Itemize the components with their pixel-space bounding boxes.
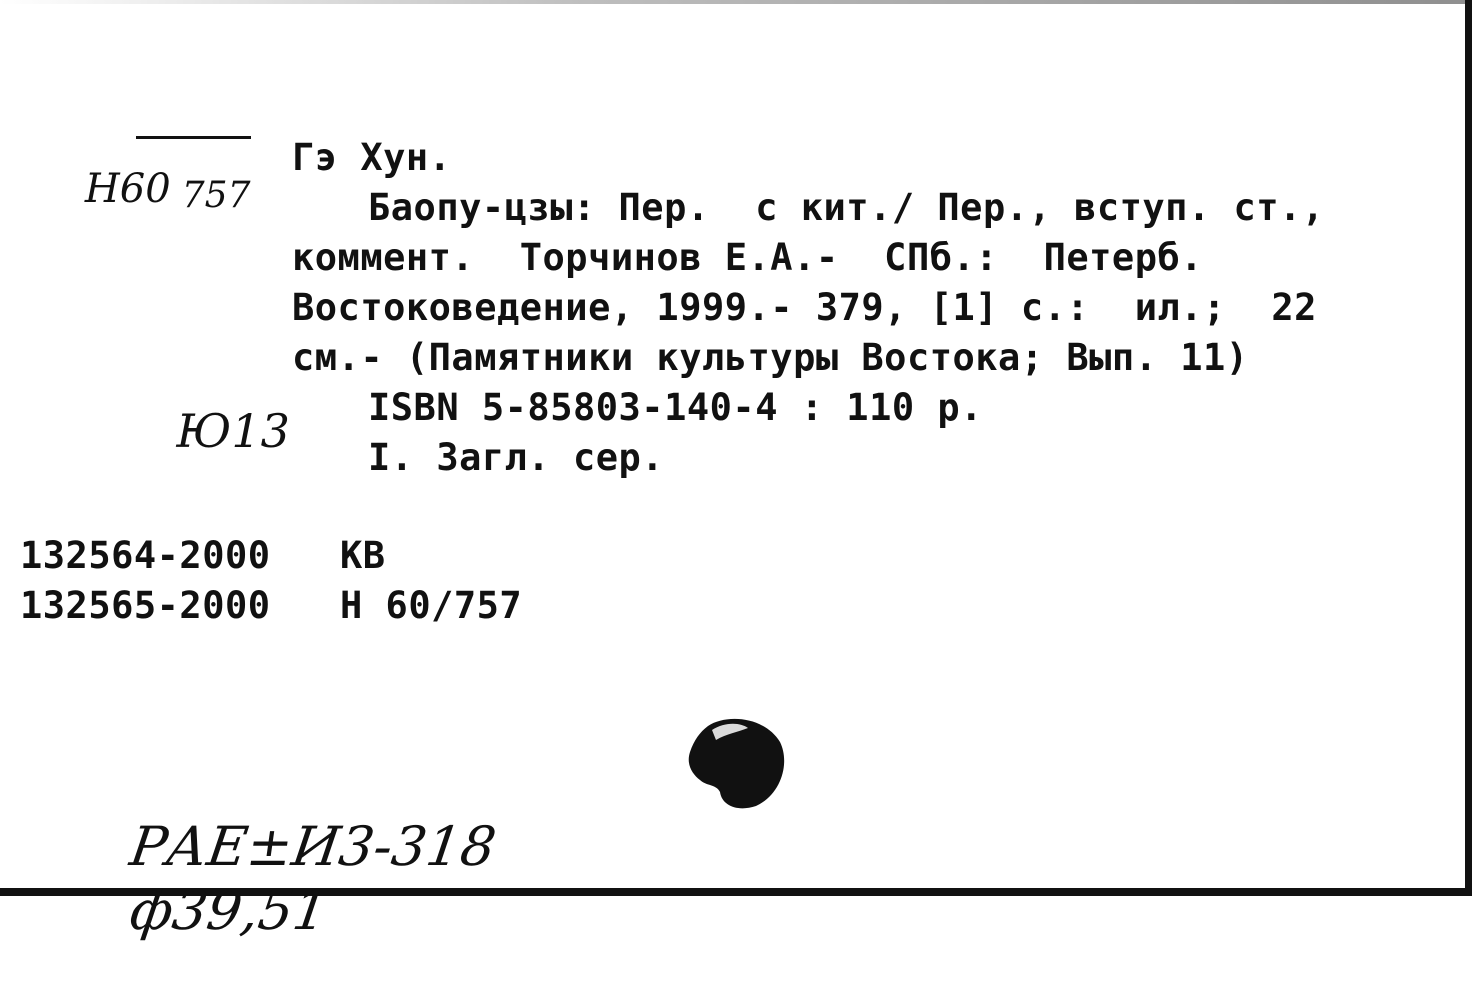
- shelfmark-prefix: Н60: [84, 166, 171, 212]
- description-line-4: см.- (Памятники культуры Востока; Вып. 11): [292, 336, 1249, 379]
- shelfmark-number: 757: [181, 175, 251, 216]
- description-line-2: коммент. Торчинов Е.А.- СПб.: Петерб.: [292, 236, 1204, 279]
- isbn-line: ISBN 5-85803-140-4 : 110 р.: [368, 386, 983, 429]
- inventory-number-1: 132564-2000: [20, 534, 271, 577]
- description-line-1: Баопу-цзы: Пер. с кит./ Пер., вступ. ст.,: [368, 186, 1325, 229]
- classification-code-line-2: [49, 816, 341, 1005]
- inventory-location-2: Н 60/757: [340, 584, 523, 627]
- classification-code-1: РАЕ±И3-318: [126, 815, 500, 878]
- series-heading-line: I. Загл. сер.: [368, 436, 665, 479]
- shelfmark-number-handwritten: [136, 136, 251, 253]
- card-right-edge: [1465, 0, 1472, 896]
- classification-code-2: ф39,51: [126, 879, 332, 942]
- author-heading: Гэ Хун.: [292, 136, 452, 179]
- punch-hole-mark: [686, 714, 786, 810]
- side-mark-handwritten: [118, 350, 290, 512]
- inventory-location-1: КВ: [340, 534, 386, 577]
- description-line-3: Востоковедение, 1999.- 379, [1] с.: ил.; 22: [292, 286, 1317, 329]
- side-mark: Ю13: [176, 404, 290, 458]
- card-top-edge: [0, 0, 1472, 4]
- inventory-number-2: 132565-2000: [20, 584, 271, 627]
